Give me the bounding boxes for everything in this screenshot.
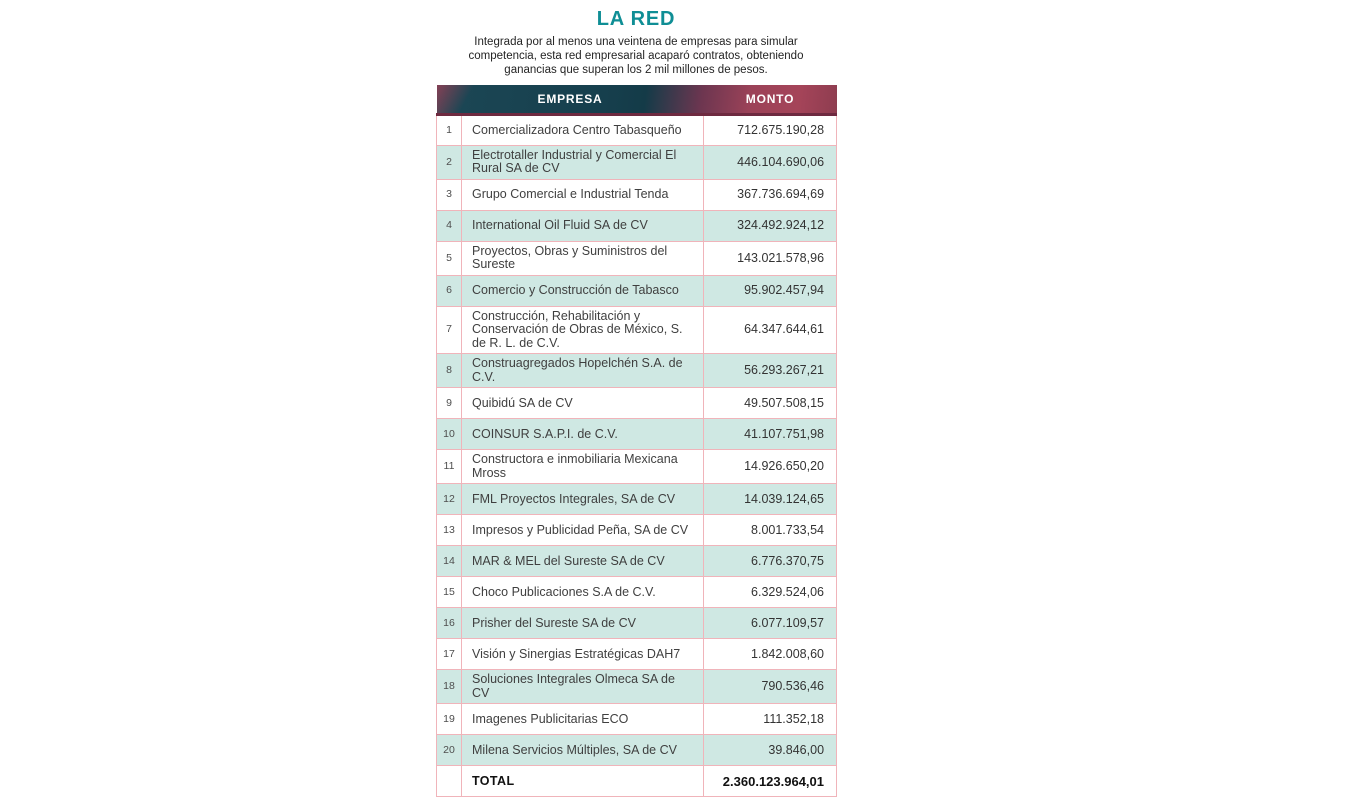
- total-row: [437, 766, 837, 797]
- table-row: [437, 306, 837, 354]
- table-row: [437, 577, 837, 608]
- row-number: 7: [437, 306, 462, 354]
- row-number: 15: [437, 577, 462, 608]
- table-row: [437, 275, 837, 306]
- page-title: LA RED: [596, 8, 676, 30]
- monto-cell: 56.293.267,21: [704, 354, 837, 388]
- row-number: 11: [437, 450, 462, 484]
- empresa-cell: Comercio y Construcción de Tabasco: [462, 275, 704, 306]
- monto-cell: 49.507.508,15: [704, 388, 837, 419]
- table-row: [437, 179, 837, 210]
- monto-cell: 1.842.008,60: [704, 639, 837, 670]
- empresa-cell: Comercializadora Centro Tabasqueño: [462, 114, 704, 145]
- empresa-cell: Construcción, Rehabilitación y Conservación de Obras de México, S. de R. L. de C.V.: [462, 306, 704, 354]
- row-number: 13: [437, 515, 462, 546]
- row-number: 18: [437, 670, 462, 704]
- empresa-cell: Soluciones Integrales Olmeca SA de CV: [462, 670, 704, 704]
- table-row: [437, 388, 837, 419]
- table-row: [437, 735, 837, 766]
- empresa-cell: FML Proyectos Integrales, SA de CV: [462, 484, 704, 515]
- subtitle: [436, 36, 836, 77]
- total-monto: 2.360.123.964,01: [704, 766, 837, 797]
- table-row: [437, 114, 837, 145]
- monto-cell: 446.104.690,06: [704, 145, 837, 179]
- monto-cell: 41.107.751,98: [704, 419, 837, 450]
- subtitle-line-3: ganancias que superan los 2 mil millones de pesos.: [504, 63, 768, 76]
- monto-cell: 14.039.124,65: [704, 484, 837, 515]
- empresa-cell: Electrotaller Industrial y Comercial El Rural SA de CV: [462, 145, 704, 179]
- subtitle-line-1: Integrada por al menos una veintena de empresas para simular: [474, 36, 798, 48]
- monto-cell: 367.736.694,69: [704, 179, 837, 210]
- empresa-cell: COINSUR S.A.P.I. de C.V.: [462, 419, 704, 450]
- monto-cell: 6.776.370,75: [704, 546, 837, 577]
- monto-cell: 64.347.644,61: [704, 306, 837, 354]
- empresa-cell: Grupo Comercial e Industrial Tenda: [462, 179, 704, 210]
- row-number: 5: [437, 241, 462, 275]
- empresa-cell: Visión y Sinergias Estratégicas DAH7: [462, 639, 704, 670]
- row-number: 10: [437, 419, 462, 450]
- row-number: 2: [437, 145, 462, 179]
- monto-cell: 790.536,46: [704, 670, 837, 704]
- monto-cell: 6.329.524,06: [704, 577, 837, 608]
- row-number: 1: [437, 114, 462, 145]
- row-number: 20: [437, 735, 462, 766]
- table-row: [437, 515, 837, 546]
- row-number: 4: [437, 210, 462, 241]
- empresa-cell: Impresos y Publicidad Peña, SA de CV: [462, 515, 704, 546]
- table-row: [437, 354, 837, 388]
- empresa-cell: Prisher del Sureste SA de CV: [462, 608, 704, 639]
- row-number: 12: [437, 484, 462, 515]
- table-row: [437, 546, 837, 577]
- row-number: 19: [437, 704, 462, 735]
- monto-cell: 8.001.733,54: [704, 515, 837, 546]
- monto-cell: 143.021.578,96: [704, 241, 837, 275]
- table-row: [437, 210, 837, 241]
- table-row: [437, 670, 837, 704]
- table-row: [437, 241, 837, 275]
- column-header-monto: MONTO: [704, 85, 837, 114]
- table-row: [437, 639, 837, 670]
- monto-cell: 111.352,18: [704, 704, 837, 735]
- empresa-cell: Imagenes Publicitarias ECO: [462, 704, 704, 735]
- empresa-cell: Constructora e inmobiliaria Mexicana Mross: [462, 450, 704, 484]
- monto-cell: 6.077.109,57: [704, 608, 837, 639]
- empresa-cell: Milena Servicios Múltiples, SA de CV: [462, 735, 704, 766]
- table-row: [437, 608, 837, 639]
- row-number: 14: [437, 546, 462, 577]
- monto-cell: 14.926.650,20: [704, 450, 837, 484]
- empresa-cell: MAR & MEL del Sureste SA de CV: [462, 546, 704, 577]
- row-number: 16: [437, 608, 462, 639]
- table-row: [437, 419, 837, 450]
- total-empty-cell: [437, 766, 462, 797]
- row-number: 17: [437, 639, 462, 670]
- column-header-empresa: EMPRESA: [437, 85, 704, 114]
- table-row: [437, 704, 837, 735]
- monto-cell: 324.492.924,12: [704, 210, 837, 241]
- empresa-cell: Proyectos, Obras y Suministros del Sureste: [462, 241, 704, 275]
- table-header: [437, 85, 837, 114]
- row-number: 3: [437, 179, 462, 210]
- monto-cell: 712.675.190,28: [704, 114, 837, 145]
- row-number: 6: [437, 275, 462, 306]
- row-number: 8: [437, 354, 462, 388]
- table-body: [437, 114, 837, 797]
- monto-cell: 39.846,00: [704, 735, 837, 766]
- empresa-cell: Quibidú SA de CV: [462, 388, 704, 419]
- row-number: 9: [437, 388, 462, 419]
- table-row: [437, 484, 837, 515]
- subtitle-line-2: competencia, esta red empresarial acaparó contratos, obteniendo: [468, 49, 804, 62]
- empresa-cell: Choco Publicaciones S.A de C.V.: [462, 577, 704, 608]
- monto-cell: 95.902.457,94: [704, 275, 837, 306]
- total-label: TOTAL: [462, 766, 704, 797]
- empresas-table: [436, 85, 837, 797]
- la-red-infographic: [436, 8, 836, 797]
- empresa-cell: Construagregados Hopelchén S.A. de C.V.: [462, 354, 704, 388]
- empresa-cell: International Oil Fluid SA de CV: [462, 210, 704, 241]
- table-row: [437, 145, 837, 179]
- table-row: [437, 450, 837, 484]
